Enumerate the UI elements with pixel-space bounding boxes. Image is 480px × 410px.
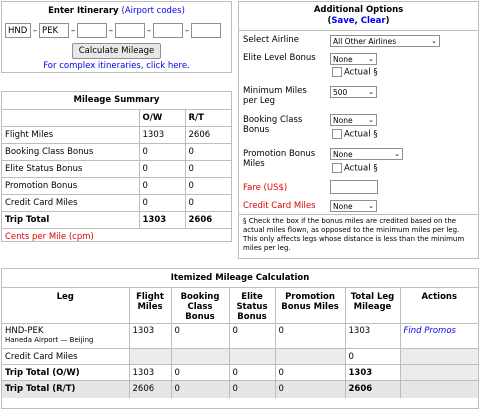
elite-level-label: Elite Level Bonus	[243, 53, 316, 63]
summary-total-label: Trip Total	[2, 212, 139, 229]
trip-total-rt-empty	[400, 381, 478, 398]
itinerary-title: Enter Itinerary	[48, 6, 119, 16]
fare-input[interactable]	[330, 180, 378, 194]
itemized-panel	[1, 268, 479, 409]
calculate-mileage-button[interactable]: Calculate Mileage	[72, 43, 162, 59]
airport-inputs	[5, 23, 231, 38]
options-title: Additional Options	[313, 5, 404, 15]
col-promotion-bonus-miles: Promotion Bonus Miles	[275, 288, 345, 324]
leg-airports: Haneda Airport — Beijing	[5, 336, 94, 344]
itinerary-panel	[1, 1, 232, 73]
find-promos-link[interactable]: Find Promos	[400, 324, 478, 349]
summary-row-ow: 0	[139, 178, 185, 195]
select-airline-label: Select Airline	[243, 35, 299, 45]
summary-row-ow: 0	[139, 195, 185, 212]
trip-total-ow-flight: 1303	[129, 365, 171, 381]
credit-card-row-empty	[129, 349, 171, 365]
summary-row-label: Flight Miles	[2, 127, 139, 144]
summary-total-row	[2, 212, 231, 229]
paren-close: )	[385, 16, 390, 26]
elite-actual-checkbox[interactable]	[332, 67, 342, 77]
trip-total-ow-booking: 0	[171, 365, 229, 381]
credit-card-row	[2, 349, 478, 365]
summary-total-ow: 1303	[139, 212, 185, 229]
summary-title: Mileage Summary	[73, 95, 160, 105]
summary-row-label: Elite Status Bonus	[2, 161, 139, 178]
airport-separator: –	[146, 25, 152, 36]
col-flight-miles: Flight Miles	[129, 288, 171, 324]
chevron-down-icon: ⌄	[431, 37, 437, 45]
leg-elite-bonus: 0	[229, 324, 275, 349]
trip-total-ow-row	[2, 365, 478, 381]
minimum-miles-select[interactable]	[330, 86, 377, 98]
col-booking-class-bonus: Booking Class Bonus	[171, 288, 229, 324]
chevron-down-icon: ⌄	[368, 116, 374, 124]
booking-class-label: Booking Class Bonus	[243, 115, 303, 135]
trip-total-rt-total: 2606	[345, 381, 400, 398]
summary-row-label: Credit Card Miles	[2, 195, 139, 212]
credit-card-row-label: Credit Card Miles	[2, 349, 129, 365]
elite-actual-row	[332, 67, 378, 78]
summary-row	[2, 127, 231, 144]
save-clear-row	[239, 16, 478, 26]
airport-separator: –	[32, 25, 38, 36]
summary-row-rt: 2606	[185, 127, 231, 144]
cents-per-mile-label: Cents per Mile (cpm)	[2, 229, 231, 246]
trip-total-rt-row	[2, 381, 478, 398]
summary-row-rt: 0	[185, 161, 231, 178]
airline-select-value: All Other Airlines	[333, 37, 397, 46]
leg-booking-bonus: 0	[171, 324, 229, 349]
chevron-down-icon: ⌄	[394, 150, 400, 158]
airport-input-4[interactable]	[115, 23, 145, 38]
trip-total-ow-promo: 0	[275, 365, 345, 381]
trip-total-ow-label: Trip Total (O/W)	[2, 365, 129, 381]
summary-table	[2, 109, 231, 246]
booking-actual-label: Actual §	[344, 129, 378, 140]
summary-row-ow: 1303	[139, 127, 185, 144]
col-elite-status-bonus: Elite Status Bonus	[229, 288, 275, 324]
summary-col-rt: R/T	[185, 110, 231, 127]
itinerary-header	[2, 6, 231, 16]
elite-level-select-value: None	[333, 55, 353, 64]
credit-card-miles-label: Credit Card Miles	[243, 201, 316, 211]
paren-open: (	[327, 16, 332, 26]
chevron-down-icon: ⌄	[368, 88, 374, 96]
complex-itineraries-link[interactable]: For complex itineraries, click here.	[43, 61, 190, 71]
promotion-bonus-select-value: None	[333, 150, 353, 159]
booking-actual-row	[332, 129, 378, 140]
minimum-miles-select-value: 500	[333, 88, 348, 97]
elite-level-select[interactable]	[330, 53, 377, 65]
comma: ,	[354, 16, 361, 26]
promo-actual-label: Actual §	[344, 163, 378, 174]
summary-row	[2, 161, 231, 178]
summary-col-ow: O/W	[139, 110, 185, 127]
promotion-bonus-select[interactable]	[330, 148, 403, 160]
calculate-row	[2, 43, 231, 59]
airport-input-6[interactable]	[191, 23, 221, 38]
summary-row-ow: 0	[139, 161, 185, 178]
trip-total-rt-label: Trip Total (R/T)	[2, 381, 129, 398]
credit-card-miles-select[interactable]	[330, 200, 377, 212]
trip-total-rt-promo: 0	[275, 381, 345, 398]
leg-promo-bonus: 0	[275, 324, 345, 349]
credit-card-row-empty	[171, 349, 229, 365]
leg-cell	[2, 324, 129, 349]
summary-row	[2, 195, 231, 212]
credit-card-row-empty	[400, 349, 478, 365]
summary-row-rt: 0	[185, 178, 231, 195]
summary-cpm-row	[2, 229, 231, 246]
col-actions: Actions	[400, 288, 478, 324]
trip-total-rt-elite: 0	[229, 381, 275, 398]
credit-card-miles-select-value: None	[333, 202, 353, 211]
summary-row-ow: 0	[139, 144, 185, 161]
airport-separator: –	[108, 25, 114, 36]
itemized-title: Itemized Mileage Calculation	[170, 273, 310, 283]
booking-class-select-value: None	[333, 116, 353, 125]
airport-codes-link[interactable]: (Airport codes)	[121, 6, 185, 16]
leg-flight-miles: 1303	[129, 324, 171, 349]
additional-options-panel	[238, 1, 479, 259]
col-total-leg-mileage: Total Leg Mileage	[345, 288, 400, 324]
trip-total-rt-booking: 0	[171, 381, 229, 398]
summary-total-rt: 2606	[185, 212, 231, 229]
minimum-miles-label: Minimum Miles per Leg	[243, 86, 307, 106]
leg-route: HND-PEK	[5, 326, 44, 336]
airport-input-5[interactable]	[153, 23, 183, 38]
summary-header-row	[2, 110, 231, 127]
elite-actual-label: Actual §	[344, 67, 378, 78]
airport-input-3[interactable]	[77, 23, 107, 38]
credit-card-row-empty	[229, 349, 275, 365]
booking-actual-checkbox[interactable]	[332, 129, 342, 139]
summary-row	[2, 178, 231, 195]
trip-total-ow-total: 1303	[345, 365, 400, 381]
airport-separator: –	[184, 25, 190, 36]
itemized-header-row	[2, 288, 478, 324]
promo-actual-row	[332, 163, 378, 174]
chevron-down-icon: ⌄	[368, 202, 374, 210]
summary-row-rt: 0	[185, 195, 231, 212]
leg-row	[2, 324, 478, 349]
clear-link[interactable]: Clear	[360, 16, 386, 26]
summary-row	[2, 144, 231, 161]
itemized-table	[2, 287, 478, 398]
airport-separator: –	[70, 25, 76, 36]
promotion-bonus-label: Promotion Bonus Miles	[243, 149, 316, 169]
chevron-down-icon: ⌄	[368, 55, 374, 63]
options-footnote-divider	[239, 214, 478, 215]
promo-actual-checkbox[interactable]	[332, 163, 342, 173]
fare-label: Fare (US$)	[243, 183, 288, 193]
airport-input-2[interactable]	[39, 23, 69, 38]
airline-select[interactable]	[330, 35, 440, 47]
trip-total-rt-flight: 2606	[129, 381, 171, 398]
trip-total-ow-elite: 0	[229, 365, 275, 381]
summary-row-label: Booking Class Bonus	[2, 144, 139, 161]
booking-class-select[interactable]	[330, 114, 377, 126]
col-leg: Leg	[2, 288, 129, 324]
options-divider	[239, 30, 478, 31]
leg-total: 1303	[345, 324, 400, 349]
credit-card-row-total: 0	[345, 349, 400, 365]
options-footnote: § Check the box if the bonus miles are credited based on the actual miles flown, as opposed to the minimum miles per leg. This only affects legs whose distance is less than the minimum miles per leg.	[243, 217, 465, 252]
credit-card-row-empty	[275, 349, 345, 365]
trip-total-ow-empty	[400, 365, 478, 381]
airport-input-1[interactable]	[5, 23, 31, 38]
summary-row-label: Promotion Bonus	[2, 178, 139, 195]
summary-row-rt: 0	[185, 144, 231, 161]
mileage-summary-panel	[1, 91, 232, 242]
save-link[interactable]: Save	[331, 16, 355, 26]
